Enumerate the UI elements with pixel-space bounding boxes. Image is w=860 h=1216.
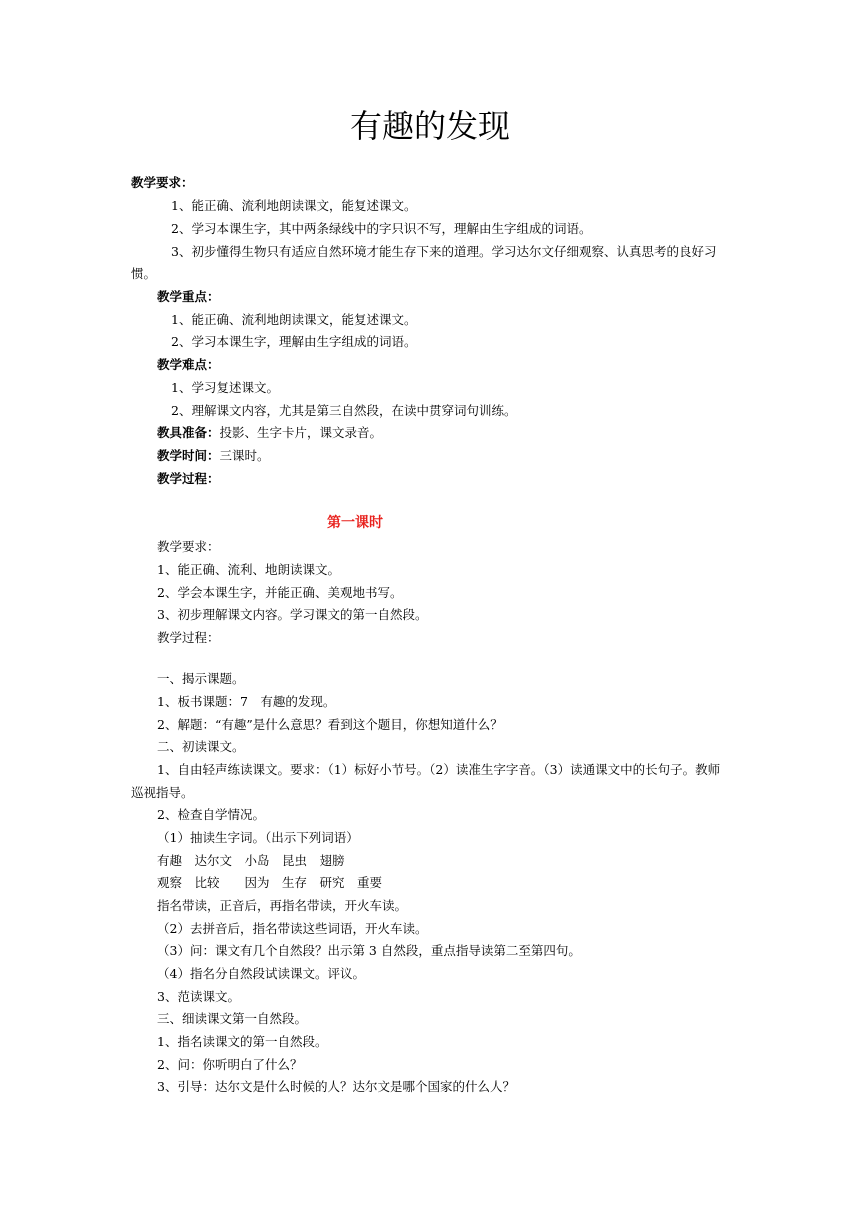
tools-label: 教具准备： — [157, 425, 220, 440]
lesson-line-cont: 巡视指导。 — [131, 785, 194, 800]
lesson-line: 观察 比较 因为 生存 研究 重要 — [157, 875, 383, 890]
focus-item: 1、能正确、流利地朗读课文，能复述课文。 — [171, 312, 417, 327]
lesson-line: 1、板书课题：7 有趣的发现。 — [157, 694, 336, 709]
difficulty-item: 1、学习复述课文。 — [171, 380, 279, 395]
lesson-line: 有趣 达尔文 小岛 昆虫 翅膀 — [157, 853, 345, 868]
time-value: 三课时。 — [219, 448, 270, 463]
lesson-line: 1、指名读课文的第一自然段。 — [157, 1034, 328, 1049]
lesson-line: 一、揭示课题。 — [157, 671, 245, 686]
lesson-line: （4）指名分自然段试读课文。评议。 — [157, 966, 365, 981]
focus-item: 2、学习本课生字，理解由生字组成的词语。 — [171, 334, 417, 349]
lesson-line: （3）问：课文有几个自然段？出示第 3 自然段，重点指导读第二至第四句。 — [157, 943, 581, 958]
lesson-line: 三、细读课文第一自然段。 — [157, 1011, 308, 1026]
requirement-item-cont: 惯。 — [131, 266, 157, 281]
lesson-line: 3、引导：达尔文是什么时候的人？达尔文是哪个国家的什么人？ — [157, 1079, 515, 1094]
lesson-line: 2、学会本课生字，并能正确、美观地书写。 — [157, 585, 403, 600]
focus-label: 教学重点： — [157, 289, 220, 304]
requirements-label: 教学要求： — [131, 175, 194, 190]
difficulty-label: 教学难点： — [157, 357, 220, 372]
lesson-line: 3、初步理解课文内容。学习课文的第一自然段。 — [157, 607, 428, 622]
time-line — [157, 447, 270, 465]
lesson-line: 2、解题：“有趣”是什么意思？看到这个题目，你想知道什么？ — [157, 717, 503, 732]
time-label: 教学时间： — [157, 448, 220, 463]
lesson-line: 教学过程： — [157, 630, 220, 645]
process-label: 教学过程： — [157, 471, 220, 486]
tools-value: 投影、生字卡片，课文录音。 — [219, 425, 383, 440]
lesson-line: 2、检查自学情况。 — [157, 807, 265, 822]
lesson-line: 3、范读课文。 — [157, 989, 240, 1004]
lesson-heading: 第一课时 — [327, 515, 383, 531]
requirement-item: 1、能正确、流利地朗读课文，能复述课文。 — [171, 198, 417, 213]
lesson-line: 指名带读，正音后，再指名带读，开火车读。 — [157, 898, 408, 913]
lesson-line: 2、问：你听明白了什么？ — [157, 1057, 303, 1072]
lesson-line: （2）去拼音后，指名带读这些词语，开火车读。 — [157, 921, 428, 936]
document-title: 有趣的发现 — [349, 107, 510, 145]
difficulty-item: 2、理解课文内容，尤其是第三自然段，在读中贯穿词句训练。 — [171, 403, 517, 418]
requirement-item: 3、初步懂得生物只有适应自然环境才能生存下来的道理。学习达尔文仔细观察、认真思考的良好习 — [171, 244, 717, 259]
requirement-item: 2、学习本课生字，其中两条绿线中的字只识不写，理解由生字组成的词语。 — [171, 221, 592, 236]
lesson-line: 二、初读课文。 — [157, 739, 245, 754]
tools-line — [157, 424, 382, 442]
lesson-line: 教学要求： — [157, 539, 220, 554]
lesson-line: （1）抽读生字词。（出示下列词语） — [157, 830, 359, 845]
lesson-line: 1、能正确、流利、地朗读课文。 — [157, 562, 340, 577]
lesson-line: 1、自由轻声练读课文。要求：（1）标好小节号。（2）读准生字字音。（3）读通课文中的长句子。教师 — [157, 762, 721, 777]
